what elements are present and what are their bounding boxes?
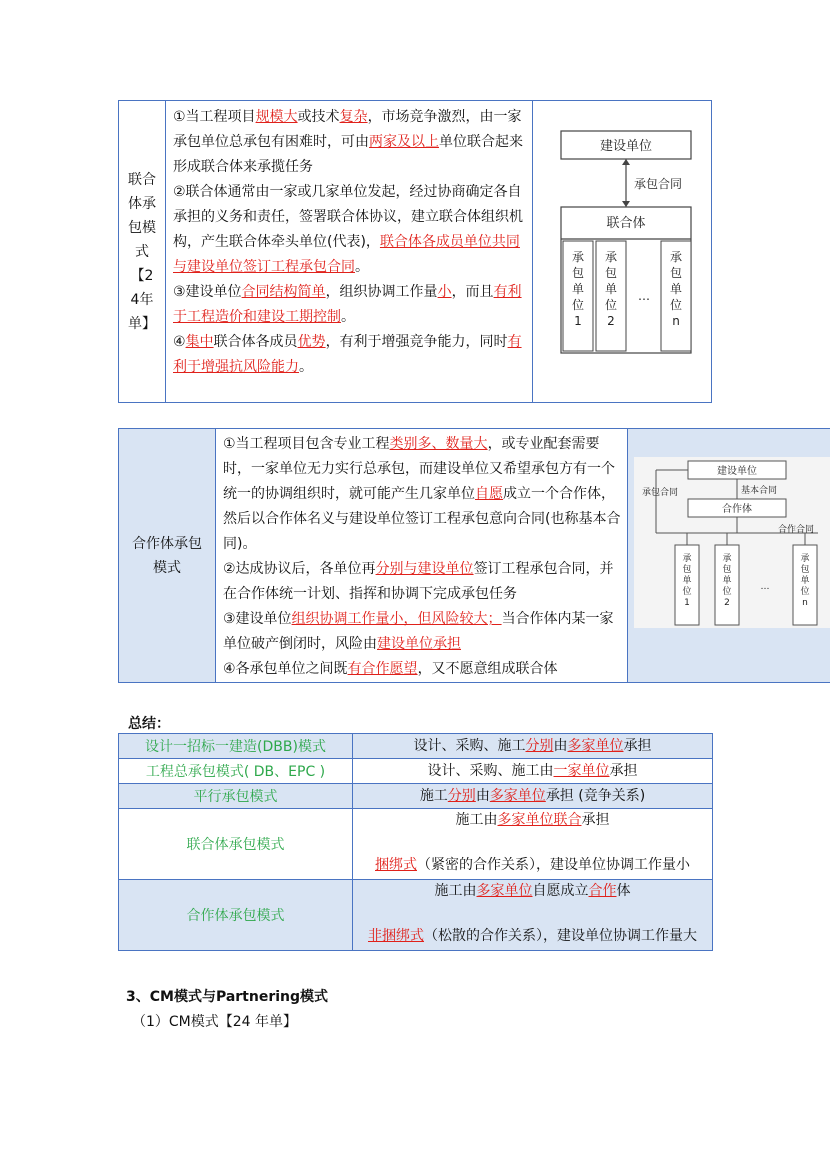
summary-line [353,759,712,783]
plain-text: 承担 (竞争关系) [545,788,646,804]
highlight-text: 两家及以上 [369,134,439,150]
plain-text: 承担 [623,738,652,754]
summary-mode-desc [353,759,713,784]
plain-text: 由 [475,788,490,804]
joint-venture-label-text: 联合体承包模式【24年单】 [128,171,156,332]
plain-text: 联合体各成员 [213,334,298,350]
unit-label: 承包单位 1 [571,250,585,328]
plain-text: ③建设单位 [223,611,292,627]
joint-venture-diagram-svg [533,101,711,402]
cooperative-diagram [628,429,830,682]
highlight-text: 分别与建设单位 [375,561,474,577]
highlight-text: 优势 [297,334,326,350]
section-title: 3、CM模式与Partnering模式 [126,989,329,1005]
plain-text: 单位联合起来形成联合体来承揽任务 [173,134,523,175]
plain-text: ，而且 [451,284,494,300]
joint-label: 联合体 [606,216,646,231]
plain-text: ，市场竞争激烈，由一家承包单位总承包有困难时，可由 [173,109,522,150]
plain-text: 施工由 [434,883,477,899]
highlight-text: 多家单位 [567,738,624,754]
plain-text: ，组织协调工作量 [325,284,438,300]
summary-mode-desc [353,880,713,951]
plain-text: 。 [341,309,355,325]
joint-venture-point-1 [173,105,526,180]
summary-line [353,809,712,832]
summary-mode-desc [353,734,713,759]
highlight-text: 自愿 [475,486,503,502]
summary-mode-desc [353,784,713,809]
summary-row [119,809,713,880]
plain-text: ③建设单位 [173,284,242,300]
joint-venture-table [118,100,712,403]
highlight-text: 复杂 [339,109,368,125]
highlight-text: 类别多、数量大 [389,436,488,452]
summary-table [118,733,713,951]
plain-text: 。 [299,359,313,375]
highlight-text: 多家单位联合 [497,812,582,828]
cooperative-point-1 [223,432,621,557]
cooperative-point-4 [223,657,621,682]
plain-text: ，或专业配套需要时，一家单位无力实行总承包，而建设单位又希望承包方有一个统一的协调组织时，就可能产生几家单位 [223,436,615,502]
unit-label: 承包单位 1 [682,554,692,608]
highlight-text: 有利于增强抗风险能力 [173,334,522,375]
highlight-text: 非捆绑式 [368,928,424,944]
coop-label: 合作体 [722,504,752,515]
highlight-text: 分别 [525,738,554,754]
summary-mode-name: 工程总承包模式( DB、EPC ) [119,759,353,784]
section-subtitle: （1）CM模式【24 年单】 [132,1014,298,1030]
highlight-text: 规模大 [255,109,298,125]
contract-label: 承包合同 [634,177,683,191]
joint-venture-point-3 [173,280,526,330]
joint-venture-label [119,101,166,402]
plain-text: （松散的合作关系），建设单位协调工作量大 [424,928,697,944]
summary-mode-name: 合作体承包模式 [119,880,353,951]
plain-text: ①当工程项目包含专业工程 [223,436,390,452]
plain-text: （紧密的合作关系），建设单位协调工作量小 [417,857,690,873]
plain-text: 签订工程承包合同，并在合作体统一计划、指挥和协调下完成承包任务 [223,561,614,602]
arrow-head-up [622,159,630,165]
summary-mode-name: 设计一招标一建造(DBB)模式 [119,734,353,759]
cooperative-description [216,429,628,682]
plain-text: ④ [173,334,186,350]
plain-text: ④各承包单位之间既 [223,661,348,677]
highlight-text: 有合作愿望 [347,661,418,677]
cooperative-point-3 [223,607,621,657]
plain-text: 承担 [581,812,610,828]
basic-contract-label: 基本合同 [741,486,778,496]
plain-text: 成立一个合作体，然后以合作体名义与建设单位签订工程承包意向合同(也称基本合同)。 [223,486,621,552]
plain-text: ，有利于增强竞争能力，同时 [325,334,508,350]
summary-row [119,784,713,809]
owner-label: 建设单位 [599,139,653,154]
summary-row [119,734,713,759]
summary-line [353,925,712,948]
plain-text: 或技术 [297,109,340,125]
plain-text: 设计、采购、施工由 [427,763,554,779]
owner-label: 建设单位 [717,466,757,477]
highlight-text: 多家单位 [489,788,546,804]
plain-text: ①当工程项目 [173,109,256,125]
cooperative-label [119,429,216,682]
plain-text: 施工 [419,788,448,804]
highlight-text: 捆绑式 [375,857,417,873]
left-contract-text: 承包合同 [642,488,679,498]
summary-title: 总结： [128,716,170,732]
plain-text: ②达成协议后，各单位再 [223,561,376,577]
highlight-text: 小 [437,284,452,300]
ellipsis: … [760,582,770,592]
summary-mode-desc [353,809,713,880]
plain-text: 自愿成立 [532,883,589,899]
summary-line [353,854,712,877]
highlight-text: 一家单位 [553,763,610,779]
unit-label: 承包单位 n [669,250,683,328]
plain-text: 由 [553,738,568,754]
highlight-text: 合同结构简单 [241,284,326,300]
plain-text: 体 [616,883,631,899]
highlight-text: 分别 [447,788,476,804]
joint-venture-description [166,101,533,402]
highlight-text: 组织协调工作量小，但风险较大； [291,611,502,627]
highlight-text: 集中 [185,334,214,350]
cooperative-table [118,428,830,683]
unit-label: 承包单位 n [800,554,810,608]
cooperative-point-2 [223,557,621,607]
unit-label: 承包单位 2 [604,250,618,328]
ellipsis: … [638,289,650,303]
highlight-text: 多家单位 [476,883,533,899]
summary-line [353,880,712,903]
left-contract-label [642,486,678,498]
plain-text: 施工由 [455,812,498,828]
joint-venture-diagram [533,101,711,402]
summary-mode-name: 平行承包模式 [119,784,353,809]
summary-line [353,784,712,808]
cooperative-label-text: 合作体承包模式 [132,535,202,576]
plain-text: 设计、采购、施工 [413,738,526,754]
plain-text: 当合作体内某一家单位破产倒闭时，风险由 [223,611,614,652]
summary-row [119,880,713,951]
arrow-head-down [622,201,630,207]
highlight-text: 联合体各成员单位共同与建设单位签订工程承包合同 [173,234,520,275]
summary-mode-name: 联合体承包模式 [119,809,353,880]
highlight-text: 有利于工程造价和建设工期控制 [173,284,522,325]
highlight-text: 建设单位承担 [377,636,461,652]
plain-text: 承担 [609,763,638,779]
summary-line [353,734,712,758]
joint-venture-point-2 [173,180,526,280]
plain-text: ②联合体通常由一家或几家单位发起，经过协商确定各自承担的义务和责任，签署联合体协议，建立联合体组织机构，产生联合体牵头单位(代表)， [173,184,523,250]
cooperative-diagram-svg [628,429,830,682]
plain-text: 。 [355,259,369,275]
summary-row [119,759,713,784]
plain-text: ，又不愿意组成联合体 [417,661,558,677]
unit-label: 承包单位 2 [722,554,732,608]
highlight-text: 合作 [588,883,617,899]
coop-contract-label: 合作合同 [778,525,815,535]
joint-venture-point-4 [173,330,526,380]
